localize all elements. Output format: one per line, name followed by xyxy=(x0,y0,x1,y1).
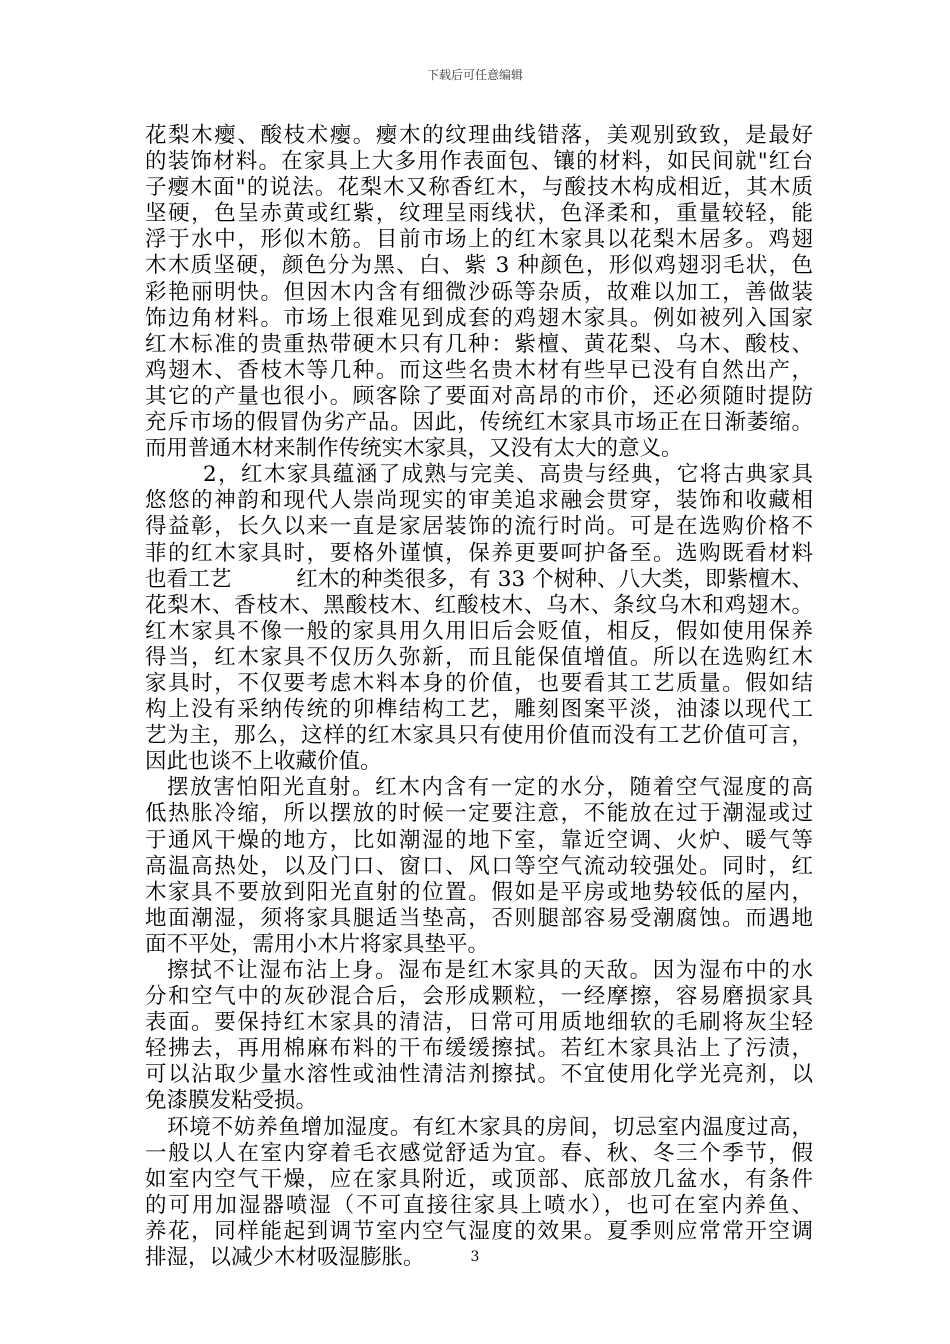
text-line: 的装饰材料。在家具上大多用作表面包、镶的材料，如民间就"红台 xyxy=(145,149,813,175)
document-body xyxy=(145,123,813,1271)
text-line: 轻拂去，再用棉麻布料的干布缓缓擦拭。若红木家具沾上了污渍， xyxy=(145,1036,813,1062)
text-line: 养花，同样能起到调节室内空气湿度的效果。夏季则应常常开空调 xyxy=(145,1218,813,1244)
text-line: 分和空气中的灰砂混合后，会形成颗粒，一经摩擦，容易磨损家具 xyxy=(145,984,813,1010)
text-line: 鸡翅木、香枝木等几种。而这些名贵木材有些早已没有自然出产， xyxy=(145,357,813,383)
text-line: 得当，红木家具不仅历久弥新，而且能保值增值。所以在选购红木 xyxy=(145,644,813,670)
text-line: 木木质坚硬，颜色分为黑、白、紫 3 种颜色，形似鸡翅羽毛状，色 xyxy=(145,253,813,279)
text-line: 也看工艺 红木的种类很多，有 33 个树种、八大类，即紫檀木、 xyxy=(145,566,813,592)
text-line: 地面潮湿，须将家具腿适当垫高，否则腿部容易受潮腐蚀。而遇地 xyxy=(145,905,813,931)
text-line: 木家具不要放到阳光直射的位置。假如是平房或地势较低的屋内， xyxy=(145,879,813,905)
text-line: 其它的产量也很小。顾客除了要面对高昂的市价，还必须随时提防 xyxy=(145,383,813,409)
text-line: 充斥市场的假冒伪劣产品。因此，传统红木家具市场正在日渐萎缩。 xyxy=(145,410,813,436)
text-line: 构上没有采纳传统的卯榫结构工艺，雕刻图案平淡，油漆以现代工 xyxy=(145,697,813,723)
text-line: 因此也谈不上收藏价值。 xyxy=(145,749,382,775)
text-line: 艺为主，那么，这样的红木家具只有使用价值而没有工艺价值可言， xyxy=(145,723,813,749)
text-line: 高温高热处，以及门口、窗口、风口等空气流动较强处。同时，红 xyxy=(145,853,813,879)
text-line: 免漆膜发粘受损。 xyxy=(145,1088,318,1114)
text-line: 而用普通木材来制作传统实木家具，又没有太大的意义。 xyxy=(145,436,683,462)
text-line: 表面。要保持红木家具的清洁，日常可用质地细软的毛刷将灰尘轻 xyxy=(145,1010,813,1036)
text-line: 花梨木、香枝木、黑酸枝木、红酸枝木、乌木、条纹乌木和鸡翅木。 xyxy=(145,592,813,618)
text-line: 饰边角材料。市场上很难见到成套的鸡翅木家具。例如被列入国家 xyxy=(145,305,813,331)
text-line: 得益彰，长久以来一直是家居装饰的流行时尚。可是在选购价格不 xyxy=(145,514,813,540)
text-line: 的可用加湿器喷湿（不可直接往家具上喷水），也可在室内养鱼、 xyxy=(145,1192,813,1218)
text-line: 菲的红木家具时，要格外谨慎，保养更要呵护备至。选购既看材料 xyxy=(145,540,813,566)
text-line: 子瘿木面"的说法。花梨木又称香红木，与酸技木构成相近，其木质 xyxy=(145,175,813,201)
page-number: 3 xyxy=(470,1249,480,1265)
text-line: 环境不妨养鱼增加湿度。有红木家具的房间，切忌室内温度过高， xyxy=(167,1114,813,1140)
text-line: 坚硬，色呈赤黄或红紫，纹理呈雨线状，色泽柔和，重量较轻，能 xyxy=(145,201,813,227)
text-line: 摆放害怕阳光直射。红木内含有一定的水分，随着空气湿度的高 xyxy=(167,775,813,801)
text-line: 花梨木瘿、酸枝术瘿。瘿木的纹理曲线错落，美观别致致，是最好 xyxy=(145,123,813,148)
text-line: 低热胀冷缩，所以摆放的时候一定要注意，不能放在过于潮湿或过 xyxy=(145,801,813,827)
page-header: 下载后可任意编辑 xyxy=(426,68,523,82)
text-line: 排湿，以减少木材吸湿膨胀。 xyxy=(145,1245,425,1271)
text-line: 一般以人在室内穿着毛衣感觉舒适为宜。春、秋、冬三个季节，假 xyxy=(145,1140,813,1166)
text-line: 悠悠的神韵和现代人崇尚现实的审美追求融会贯穿，装饰和收藏相 xyxy=(145,488,813,514)
text-line: 浮于水中，形似木筋。目前市场上的红木家具以花梨木居多。鸡翅 xyxy=(145,227,813,253)
text-line: 红木标准的贵重热带硬木只有几种：紫檀、黄花梨、乌木、酸枝、 xyxy=(145,331,813,357)
text-line: 可以沾取少量水溶性或油性清洁剂擦拭。不宜使用化学光亮剂，以 xyxy=(145,1062,813,1088)
text-line: 家具时，不仅要考虑木料本身的价值，也要看其工艺质量。假如结 xyxy=(145,670,813,696)
text-line: 红木家具不像一般的家具用久用旧后会贬值，相反，假如使用保养 xyxy=(145,618,813,644)
text-line: 于通风干燥的地方，比如潮湿的地下室，靠近空调、火炉、暖气等 xyxy=(145,827,813,853)
text-line: 如室内空气干燥，应在家具附近，或顶部、底部放几盆水，有条件 xyxy=(145,1166,813,1192)
text-line: 擦拭不让湿布沾上身。湿布是红木家具的天敌。因为湿布中的水 xyxy=(167,958,813,983)
text-line: 2，红木家具蕴涵了成熟与完美、高贵与经典，它将古典家具 xyxy=(203,462,813,488)
text-line: 彩艳丽明快。但因木内含有细微沙砾等杂质，故难以加工，善做装 xyxy=(145,279,813,305)
text-line: 面不平处，需用小木片将家具垫平。 xyxy=(145,931,490,957)
